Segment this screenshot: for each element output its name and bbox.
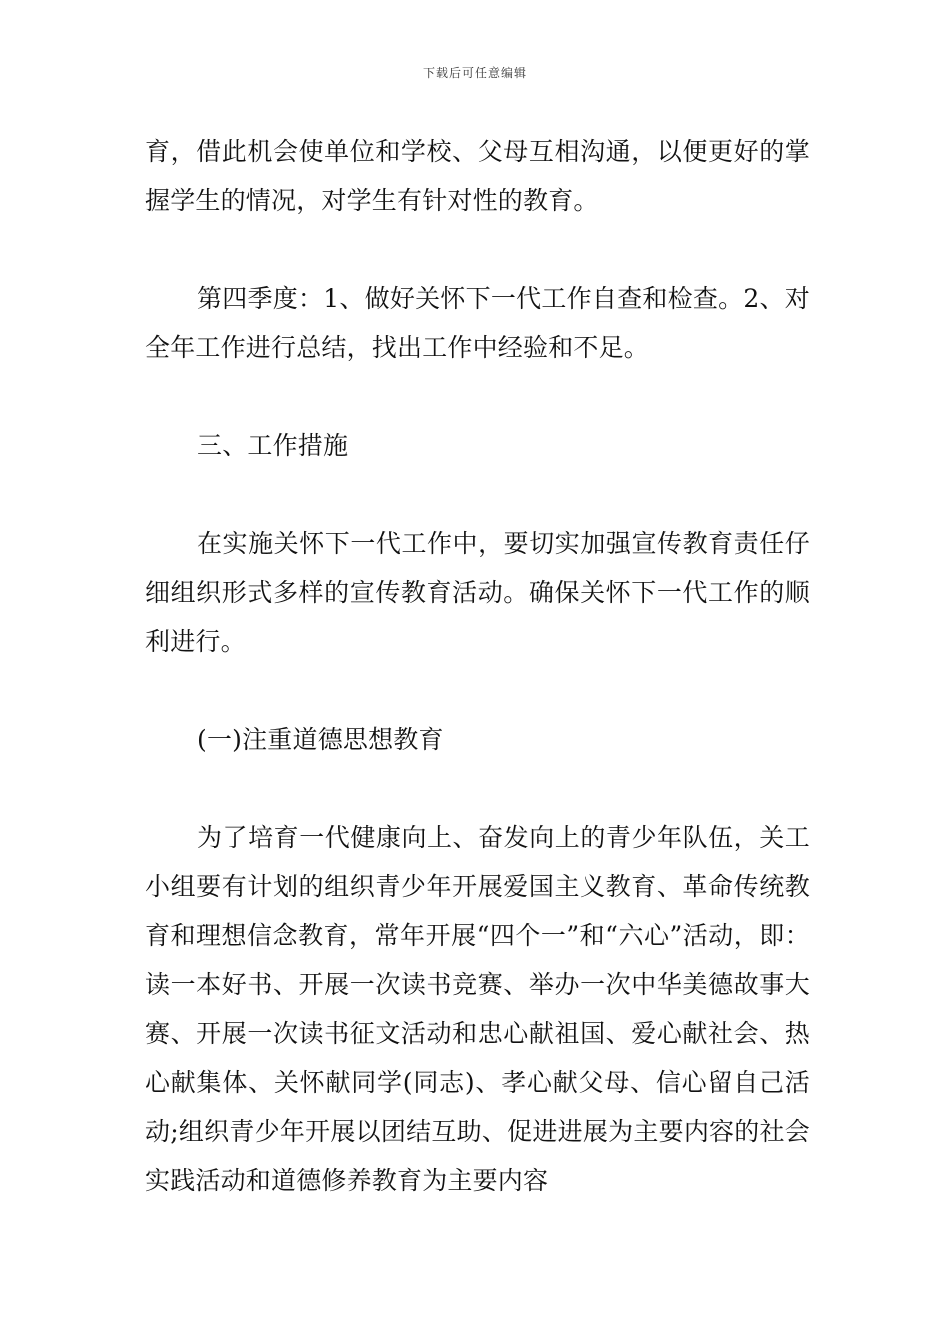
paragraph-implementation: 在实施关怀下一代工作中，要切实加强宣传教育责任仔细组织形式多样的宣传教育活动。确保关怀下一代工作的顺利进行。 [145,529,810,656]
section-heading-work-measures: 三、工作措施 [197,431,349,460]
paragraph-youth-activities: 为了培育一代健康向上、奋发向上的青少年队伍，关工小组要有计划的组织青少年开展爱国主义教育、革命传统教育和理想信念教育，常年开展“四个一”和“六心”活动，即：读一本好书、开展一次读书竞赛、举办一次中华美德故事大赛、开展一次读书征文活动和忠心献祖国、爱心献社会、热心献集体、关怀献同学(同志)、孝心献父母、信心留自己活动;组织青少年开展以团结互助、促进进展为主要内容的社会实践活动和道德修养教育为主要内容 [145,823,810,1195]
paragraph-continued-education: 育，借此机会使单位和学校、父母互相沟通，以便更好的掌握学生的情况，对学生有针对性的教育。 [145,137,810,215]
paragraph-fourth-quarter: 第四季度：1、做好关怀下一代工作自查和检查。2、对全年工作进行总结，找出工作中经验和不足。 [145,284,810,362]
subheading-moral-education: (一)注重道德思想教育 [197,725,444,754]
document-body [145,127,810,1205]
page-header-note: 下载后可任意编辑 [422,66,527,80]
